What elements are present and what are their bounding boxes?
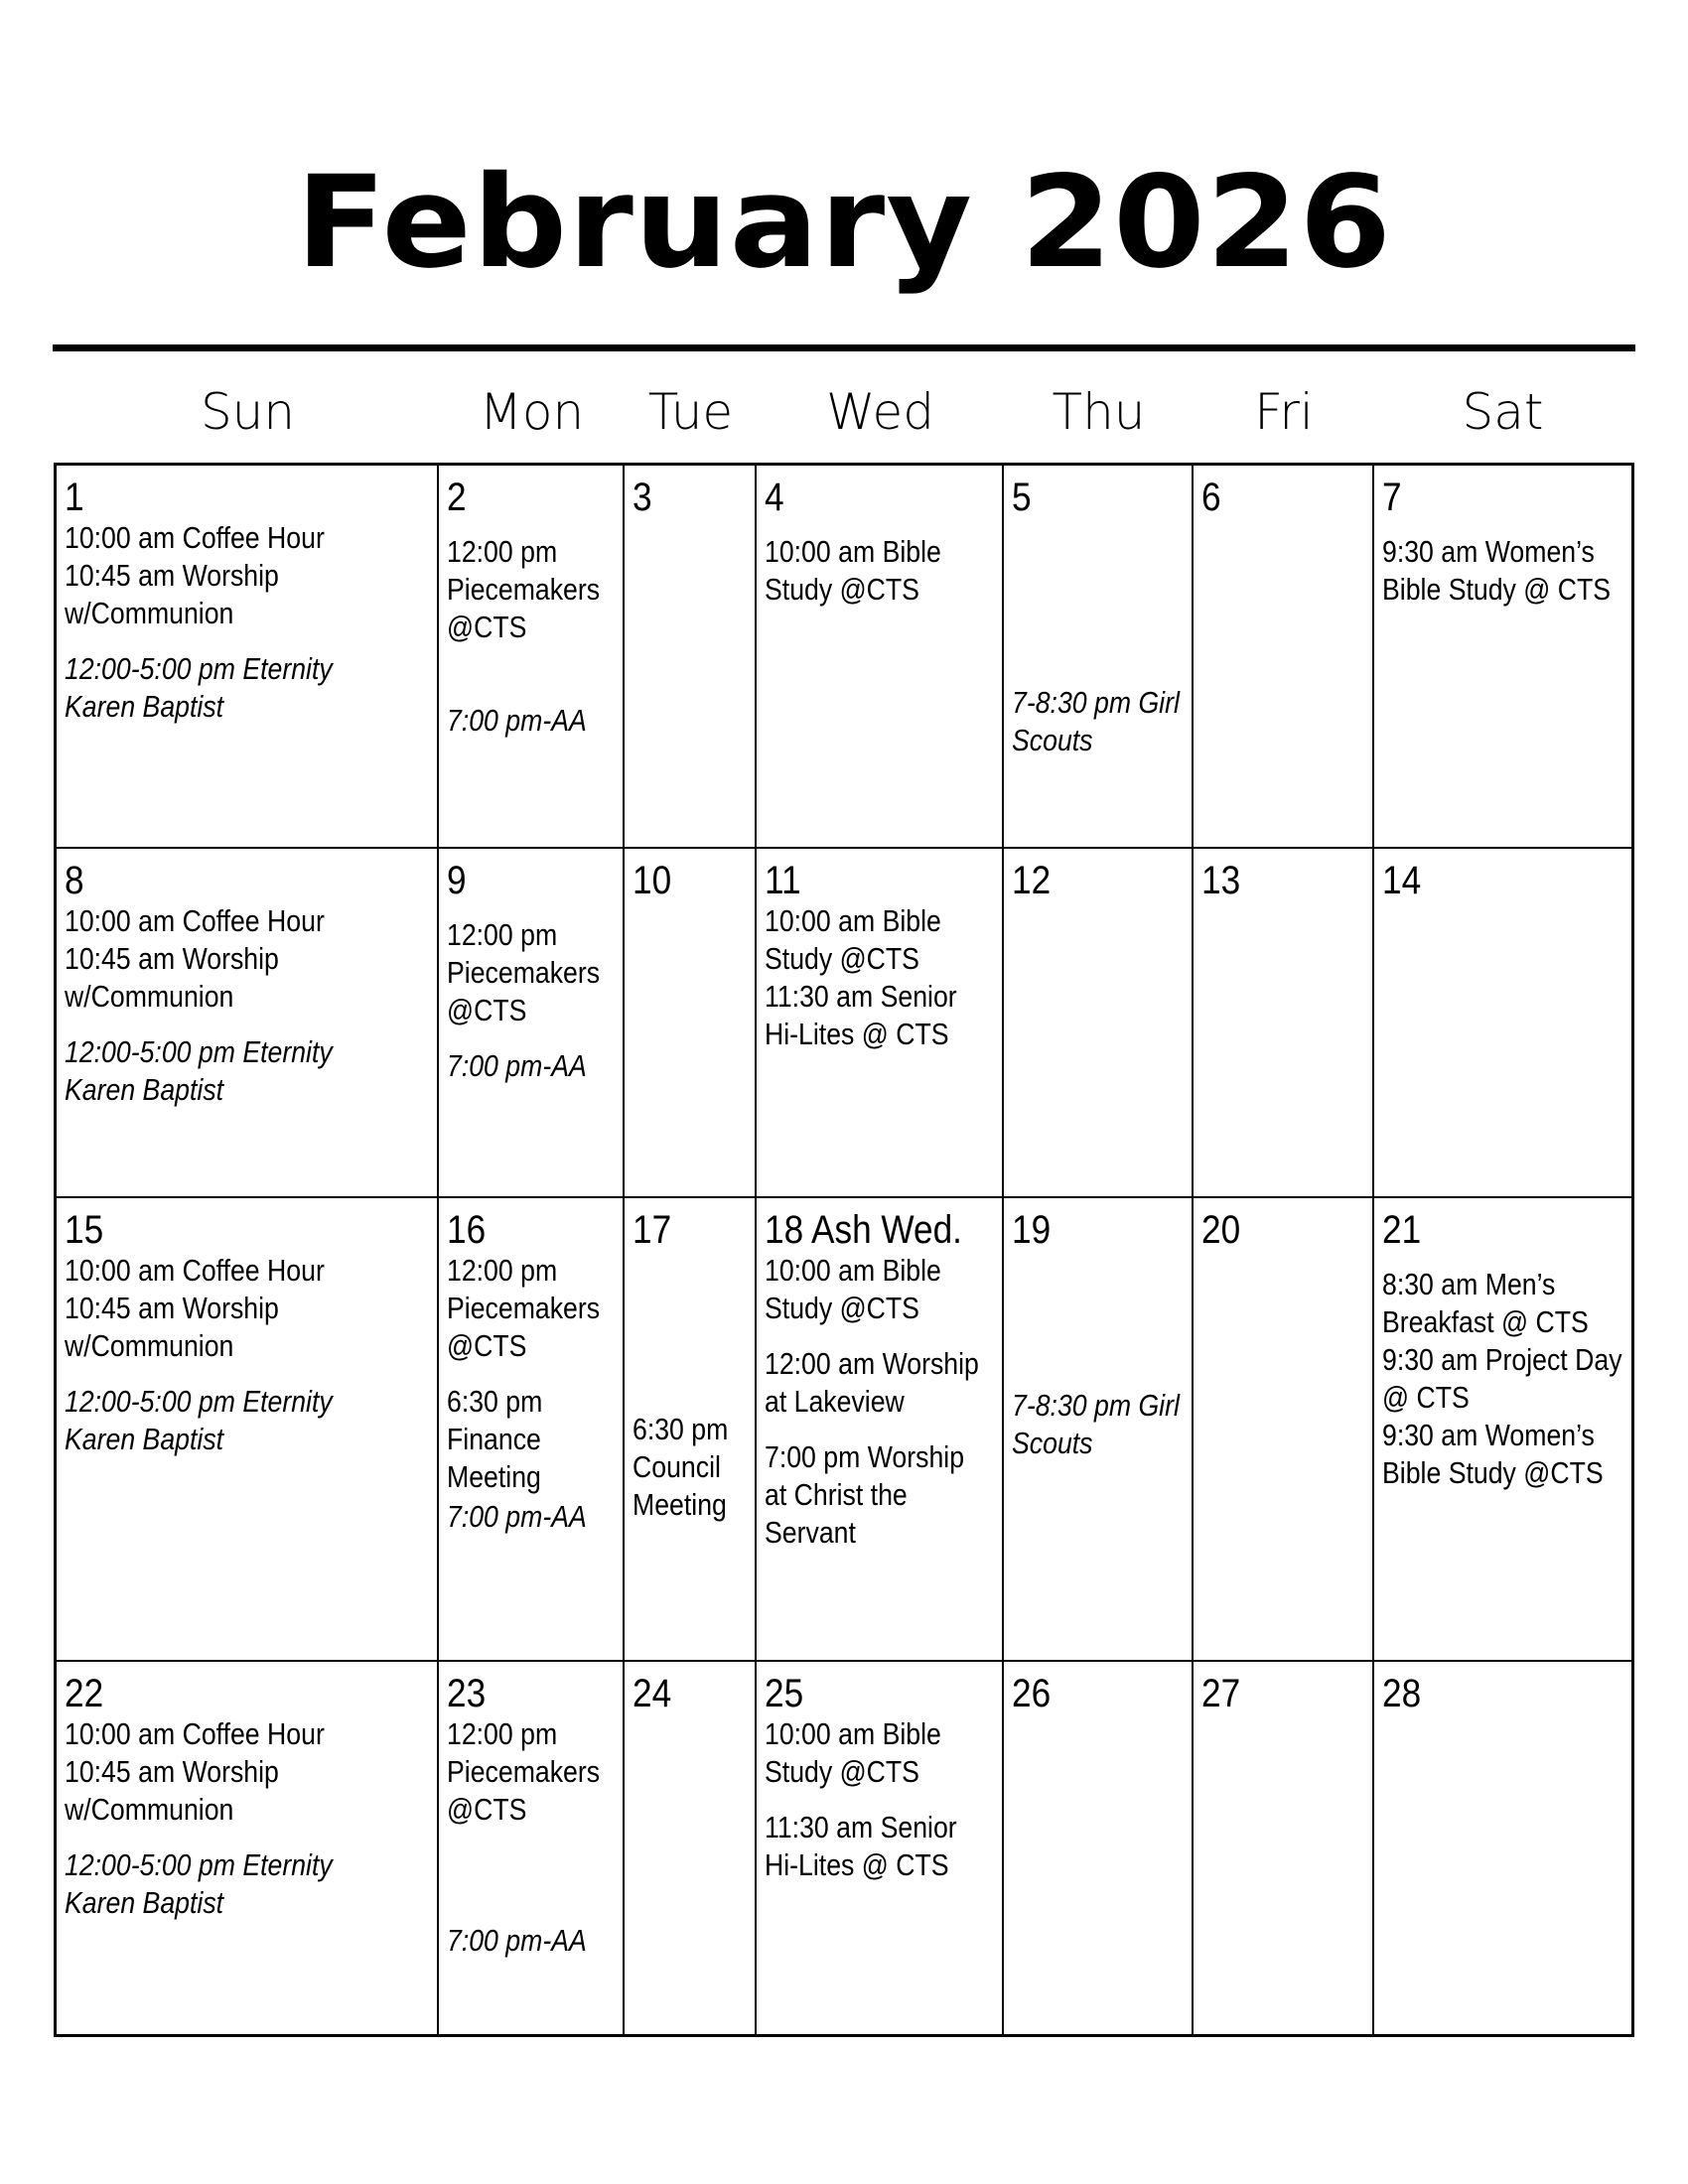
event-entry: 12:00 pm Piecemakers @CTS bbox=[447, 1253, 601, 1363]
day-number: 26 bbox=[1012, 1672, 1052, 1715]
event-entry: 12:00 pm Piecemakers @CTS bbox=[447, 917, 601, 1027]
day-number: 24 bbox=[633, 1672, 672, 1715]
day-cell bbox=[757, 1198, 1004, 1662]
day-number: 7 bbox=[1382, 476, 1402, 519]
day-cell bbox=[439, 849, 625, 1198]
day-cell bbox=[1374, 849, 1631, 1198]
event-entry: 12:00-5:00 pm Eternity Karen Baptist bbox=[65, 1034, 333, 1107]
weekday-wed: Wed bbox=[825, 383, 934, 441]
event-entry: 7-8:30 pm Girl Scouts bbox=[1012, 685, 1180, 757]
event-entry: 8:30 am Men’s Breakfast @ CTS 9:30 am Project Day @ CTS 9:30 am Women’s Bible Study @CTS bbox=[1382, 1267, 1622, 1490]
day-number: 14 bbox=[1382, 859, 1422, 902]
event-entry: 10:00 am Bible Study @CTS bbox=[765, 1716, 941, 1789]
day-cell bbox=[57, 849, 439, 1198]
day-number: 25 bbox=[765, 1672, 804, 1715]
event-entry: 7:00 pm-AA bbox=[447, 1499, 587, 1534]
calendar-grid bbox=[54, 463, 1634, 2037]
event-entry: 7:00 pm-AA bbox=[447, 703, 587, 738]
weekday-mon: Mon bbox=[479, 383, 585, 441]
day-number: 1 bbox=[65, 476, 84, 519]
event-entry: 9:30 am Women’s Bible Study @ CTS bbox=[1382, 534, 1612, 607]
day-cell bbox=[57, 1662, 439, 2034]
event-entry: 10:00 am Coffee Hour 10:45 am Worship w/Communion bbox=[65, 903, 325, 1014]
day-number: 17 bbox=[633, 1208, 672, 1252]
event-entry: 10:00 am Coffee Hour 10:45 am Worship w/Communion bbox=[65, 1716, 325, 1827]
weekday-sat: Sat bbox=[1462, 383, 1544, 441]
day-number: 12 bbox=[1012, 859, 1052, 902]
day-cell bbox=[439, 466, 625, 849]
day-number: 22 bbox=[65, 1672, 104, 1715]
day-cell bbox=[625, 1662, 757, 2034]
event-entry: 12:00 am Worship at Lakeview bbox=[765, 1346, 979, 1419]
day-cell bbox=[625, 466, 757, 849]
title-divider bbox=[53, 344, 1635, 351]
day-cell bbox=[1194, 1662, 1374, 2034]
day-cell bbox=[1004, 849, 1194, 1198]
day-cell bbox=[1194, 1198, 1374, 1662]
event-entry: 12:00-5:00 pm Eternity Karen Baptist bbox=[65, 1847, 333, 1920]
event-entry: 6:30 pm Council Meeting bbox=[633, 1412, 729, 1522]
weekday-sun: Sun bbox=[200, 383, 296, 441]
event-entry: 7:00 pm Worship at Christ the Servant bbox=[765, 1439, 965, 1550]
day-number: 11 bbox=[765, 859, 801, 902]
event-entry: 12:00-5:00 pm Eternity Karen Baptist bbox=[65, 651, 333, 724]
day-number: 27 bbox=[1201, 1672, 1241, 1715]
day-cell bbox=[757, 1662, 1004, 2034]
day-cell bbox=[1194, 466, 1374, 849]
event-entry: 7:00 pm-AA bbox=[447, 1048, 587, 1083]
weekday-tue: Tue bbox=[647, 383, 734, 441]
day-number: 16 bbox=[447, 1208, 487, 1252]
event-entry: 10:00 am Bible Study @CTS 11:30 am Senior Hi-Lites @ CTS bbox=[765, 903, 957, 1051]
day-number: 20 bbox=[1201, 1208, 1241, 1252]
event-entry: 12:00 pm Piecemakers @CTS bbox=[447, 1716, 601, 1827]
day-number: 2 bbox=[447, 476, 467, 519]
day-cell bbox=[1004, 1198, 1194, 1662]
event-entry: 7:00 pm-AA bbox=[447, 1923, 587, 1958]
weekday-thu: Thu bbox=[1052, 383, 1146, 441]
day-number: 4 bbox=[765, 476, 784, 519]
day-number: 5 bbox=[1012, 476, 1032, 519]
day-number: 3 bbox=[633, 476, 652, 519]
event-entry: 12:00 pm Piecemakers @CTS bbox=[447, 534, 601, 644]
day-number: 8 bbox=[65, 859, 84, 902]
page-title: February 2026 bbox=[295, 149, 1393, 297]
day-cell bbox=[57, 1198, 439, 1662]
day-cell bbox=[1374, 466, 1631, 849]
day-number: 10 bbox=[633, 859, 672, 902]
day-number: 9 bbox=[447, 859, 467, 902]
day-cell bbox=[757, 849, 1004, 1198]
day-number: 21 bbox=[1382, 1208, 1422, 1252]
day-cell bbox=[1004, 466, 1194, 849]
event-entry: 6:30 pm Finance Meeting bbox=[447, 1384, 543, 1494]
day-number: 15 bbox=[65, 1208, 104, 1252]
day-cell bbox=[439, 1662, 625, 2034]
day-cell bbox=[625, 1198, 757, 1662]
day-cell bbox=[757, 466, 1004, 849]
day-cell bbox=[1374, 1662, 1631, 2034]
event-entry: 10:00 am Coffee Hour 10:45 am Worship w/Communion bbox=[65, 520, 325, 630]
day-cell bbox=[1194, 849, 1374, 1198]
day-number: 18 Ash Wed. bbox=[765, 1208, 962, 1252]
event-entry: 10:00 am Bible Study @CTS bbox=[765, 534, 941, 607]
weekday-fri: Fri bbox=[1254, 383, 1314, 441]
day-cell bbox=[1004, 1662, 1194, 2034]
event-entry: 11:30 am Senior Hi-Lites @ CTS bbox=[765, 1810, 957, 1882]
day-number: 19 bbox=[1012, 1208, 1052, 1252]
day-cell bbox=[625, 849, 757, 1198]
event-entry: 10:00 am Coffee Hour 10:45 am Worship w/Communion bbox=[65, 1253, 325, 1363]
day-cell bbox=[1374, 1198, 1631, 1662]
day-number: 23 bbox=[447, 1672, 487, 1715]
event-entry: 7-8:30 pm Girl Scouts bbox=[1012, 1388, 1180, 1460]
day-number: 13 bbox=[1201, 859, 1241, 902]
day-cell bbox=[439, 1198, 625, 1662]
event-entry: 10:00 am Bible Study @CTS bbox=[765, 1253, 941, 1325]
day-number: 6 bbox=[1201, 476, 1221, 519]
day-cell bbox=[57, 466, 439, 849]
event-entry: 12:00-5:00 pm Eternity Karen Baptist bbox=[65, 1384, 333, 1456]
day-number: 28 bbox=[1382, 1672, 1422, 1715]
